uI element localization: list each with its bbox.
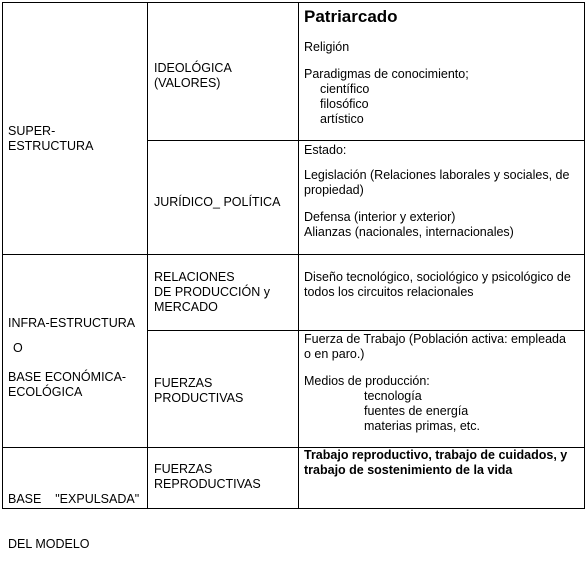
row-divider-fuerzas (147, 330, 585, 331)
column-divider-2 (298, 2, 299, 509)
paradigmas-text: Paradigmas de conocimiento; científico filosófico artístico (304, 67, 469, 126)
super-estructura-label: SUPER- ESTRUCTURA (8, 124, 94, 153)
fuerzas-productivas-label: FUERZAS PRODUCTIVAS (154, 376, 244, 405)
row-divider-infra (2, 254, 585, 255)
legislacion-text: Legislación (Relaciones laborales y sociales, de propiedad) (304, 168, 570, 197)
table-border-right (584, 2, 585, 509)
relaciones-label: RELACIONES DE PRODUCCIÓN y MERCADO (154, 270, 270, 314)
estado-text: Estado: (304, 143, 347, 157)
fuerza-trabajo-text: Fuerza de Trabajo (Población activa: empleada o en paro.) (304, 332, 566, 361)
fuerzas-reproductivas-label: FUERZAS REPRODUCTIVAS (154, 462, 261, 491)
religion-text: Religión (304, 40, 350, 54)
table-border-top (2, 2, 585, 3)
table-border-left (2, 2, 3, 509)
defensa-text: Defensa (interior y exterior) Alianzas (nacionales, internacionales) (304, 210, 514, 239)
base-expulsada-label: BASE "EXPULSADA" DEL MODELO (8, 492, 140, 551)
infra-estructura-label: INFRA-ESTRUCTURA O BASE ECONÓMICA- ECOLÓGICA (8, 316, 136, 399)
relaciones-text: Diseño tecnológico, sociológico y psicológico de todos los circuitos relacionales (304, 270, 571, 299)
juridica-label: JURÍDICO_ POLÍTICA (154, 195, 281, 209)
patriarcado-title: Patriarcado (304, 7, 398, 26)
structure-table (2, 2, 585, 551)
row-divider-juridica (147, 140, 585, 141)
ideologica-label: IDEOLÓGICA (VALORES) (154, 61, 232, 90)
trabajo-reproductivo-text: Trabajo reproductivo, trabajo de cuidados, y trabajo de sostenimiento de la vida (304, 448, 568, 477)
column-divider-1 (147, 2, 148, 509)
medios-produccion-text: Medios de producción: tecnología fuentes de energía materias primas, etc. (304, 374, 481, 433)
